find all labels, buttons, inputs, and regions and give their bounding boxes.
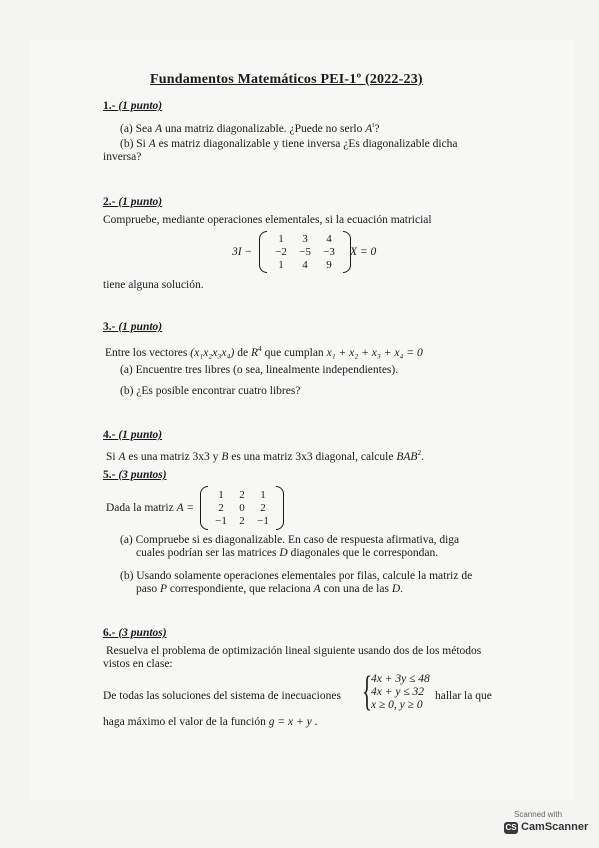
q5-part-b-line1: (b) Usando solamente operaciones elementales por filas, calcule la matriz de (120, 570, 473, 582)
q5b-end: . (400, 583, 403, 595)
system-brace: { (362, 669, 373, 715)
matrix-cell: −1 (257, 514, 269, 527)
q6-number: 6.- (103, 627, 116, 639)
matrix-cell: 2 (260, 501, 266, 514)
q5-intro (106, 501, 194, 515)
q2-lhs: 3I − (232, 246, 253, 258)
q6-system-text: De todas las soluciones del sistema de inecuaciones (103, 690, 341, 702)
matrix-cell: −1 (215, 514, 227, 527)
inequality: 4x + 3y ≤ 48 (371, 673, 430, 685)
q4-text-c: es una matriz 3x3 diagonal, calcule (228, 450, 397, 463)
q5b-var: P (159, 583, 167, 595)
q4-header (103, 428, 162, 442)
q2-points: (1 punto) (118, 196, 163, 208)
q5-part-b-line2 (136, 582, 403, 596)
q2-rhs: X = 0 (350, 246, 377, 258)
matrix-cell: −3 (323, 245, 335, 258)
matrix-cell: 4 (326, 232, 332, 245)
q2-outro: tiene alguna solución. (103, 279, 204, 291)
q6-final-text: haga máximo el valor de la función (103, 716, 269, 728)
camscanner-logo-icon: CS (505, 823, 517, 832)
q4-text (106, 446, 424, 464)
matrix-cell: 4 (302, 258, 308, 271)
q2-intro: Compruebe, mediante operaciones elementales, si la ecuación matricial (103, 214, 432, 226)
q6-intro-line1: Resuelva el problema de optimización lineal siguiente usando dos de los métodos (106, 645, 482, 657)
q6-intro-line2: vistos en clase: (103, 658, 173, 670)
matrix-cell: 1 (278, 258, 284, 271)
q5-points: (3 puntos) (118, 469, 167, 481)
q3-intro (105, 342, 423, 360)
q3-text3: que cumplan (261, 346, 327, 359)
q5-number: 5.- (103, 469, 116, 481)
q5-matrix (200, 486, 284, 530)
q1b-var: A (148, 138, 156, 150)
q4-end: . (421, 450, 425, 463)
camscanner-watermark (500, 810, 588, 838)
q3-number: 3.- (103, 321, 116, 333)
q1a-text2: una matriz diagonalizable. ¿Puede no serlo (162, 122, 366, 135)
q6-final (103, 715, 317, 729)
q2-matrix (259, 231, 351, 273)
q1-number: 1.- (103, 100, 116, 112)
q3-header (103, 320, 162, 334)
matrix-cell: 3 (302, 232, 308, 245)
q5b-var3: D (391, 583, 401, 595)
q1-part-a (120, 118, 379, 136)
matrix-cell: 1 (278, 232, 284, 245)
q3-part-a: (a) Encuentre tres libres (o sea, linealmente independientes). (120, 364, 399, 376)
q5b-text: paso (136, 583, 160, 595)
q1b-text2: es matriz diagonalizable y tiene inversa ¿Es diagonalizable dicha (155, 138, 458, 150)
q3-text2: de (234, 346, 251, 359)
q5b-var2: A (313, 583, 321, 595)
q1a-var: A (155, 122, 163, 135)
camscanner-brand: CamScanner (521, 821, 589, 833)
q1a-sup: t (372, 120, 375, 129)
q5-part-a-line2 (136, 546, 438, 560)
q5b-text2: correspondiente, que relaciona (167, 583, 314, 595)
q1-header (103, 99, 162, 113)
q5a-var: D (279, 547, 288, 559)
inequality: 4x + y ≤ 32 (371, 686, 425, 698)
matrix-cell: 2 (239, 488, 245, 501)
q1-part-b (120, 137, 458, 151)
q3-vector: (x₁x₂x₃x₄) (190, 346, 235, 359)
matrix-cell: −5 (299, 245, 311, 258)
q4-text-b: es una matriz 3x3 y (125, 450, 222, 463)
q3-points: (1 punto) (118, 321, 163, 333)
document-title: Fundamentos Matemáticos PEI-1º (2022-23) (150, 72, 423, 87)
matrix-cell: 9 (326, 258, 332, 271)
q1a-end: ? (374, 122, 380, 135)
q1-part-b-line2: inversa? (103, 151, 142, 163)
matrix-cell: −2 (275, 245, 287, 258)
q5a-text2: diagonales que le correspondan. (287, 547, 439, 559)
q5b-text3: con una de las (320, 583, 392, 595)
q4-number: 4.- (103, 429, 116, 441)
q2-matrix-grid (267, 233, 343, 272)
q3-space: R (250, 346, 258, 359)
q6-points: (3 puntos) (118, 627, 167, 639)
q5-intro-text: Dada la matriz (106, 502, 177, 514)
q5-matrix-grid (208, 489, 276, 528)
q6-system-post: hallar la que (435, 690, 492, 702)
q3-space-sup: 4 (257, 344, 262, 353)
q3-equation: x₁ + x₂ + x₃ + x₄ = 0 (326, 346, 423, 359)
q2-header (103, 195, 162, 209)
q3-text: Entre los vectores (105, 346, 191, 359)
matrix-cell: 2 (239, 514, 245, 527)
q5-part-a-line1: (a) Compruebe si es diagonalizable. En caso de respuesta afirmativa, diga (120, 534, 460, 546)
matrix-cell: 1 (260, 488, 266, 501)
q6-header (103, 626, 167, 640)
q5a-text: cuales podrían ser las matrices (136, 547, 280, 559)
inequality: x ≥ 0, y ≥ 0 (371, 699, 423, 711)
q4-text-a: Si (106, 450, 119, 463)
q4-var-a: A (118, 450, 126, 463)
q1a-text: (a) Sea (120, 122, 156, 135)
q4-var-b: B (221, 450, 229, 463)
q4-expression: BAB (396, 450, 418, 463)
matrix-cell: 1 (218, 488, 224, 501)
matrix-cell: 2 (218, 501, 224, 514)
q1b-text: (b) Si (120, 138, 149, 150)
left-paren (200, 486, 208, 530)
q6-final-end: . (311, 716, 318, 728)
matrix-cell: 0 (239, 501, 245, 514)
right-paren (276, 486, 284, 530)
q1a-var2: A (365, 122, 373, 135)
q6-inequalities (371, 673, 430, 712)
q2-number: 2.- (103, 196, 116, 208)
scanned-with-text: Scanned with (514, 810, 563, 819)
q1-points: (1 punto) (118, 100, 163, 112)
q5-header (103, 468, 167, 482)
q6-function: g = x + y (268, 716, 312, 728)
q5-matrix-name: A = (176, 502, 195, 514)
q4-points: (1 punto) (118, 429, 163, 441)
left-paren (259, 231, 267, 273)
q4-exp-sup: 2 (417, 448, 422, 457)
q3-part-b: (b) ¿Es posible encontrar cuatro libres? (120, 385, 301, 397)
